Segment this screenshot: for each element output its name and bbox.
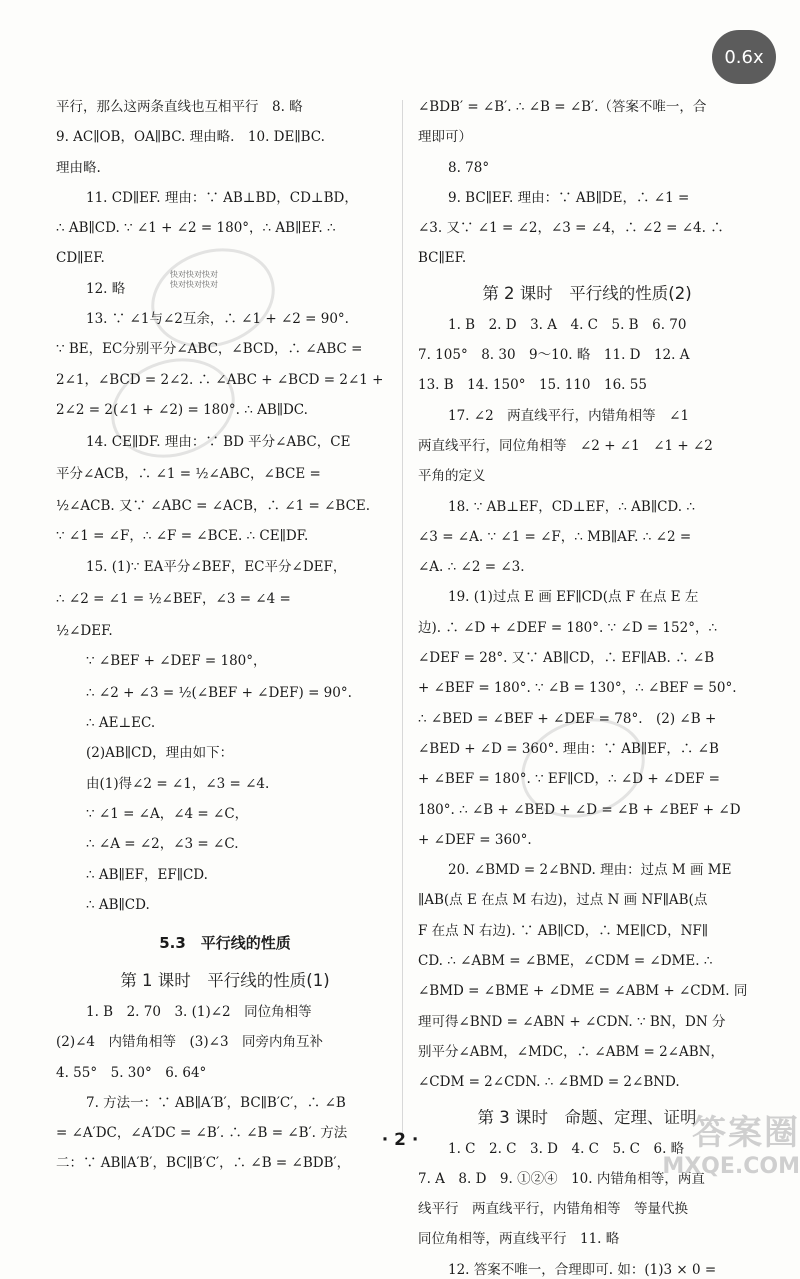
text-line: ∴ ∠2 = ∠1 = ½∠BEF，∠3 = ∠4 =: [56, 590, 291, 607]
text-line: ∠BMD = ∠BME + ∠DME = ∠ABM + ∠CDM. 同: [418, 983, 748, 1000]
text-line: = ∠A′DC，∠A′DC = ∠B′. ∴ ∠B = ∠B′. 方法: [56, 1125, 348, 1142]
stamp-label: 快对快对快对 快对快对快对: [170, 270, 218, 289]
text-line: 14. CE∥DF. 理由：∵ BD 平分∠ABC，CE: [86, 434, 351, 451]
text-line: ∴ ∠2 + ∠3 = ½(∠BEF + ∠DEF) = 90°.: [86, 685, 352, 702]
lesson-title: 第 2 课时 平行线的性质(2): [482, 283, 692, 303]
text-line: ∴ ∠A = ∠2，∠3 = ∠C.: [86, 836, 239, 853]
text-line: 4. 55° 5. 30° 6. 64°: [56, 1064, 207, 1081]
text-line: 11. CD∥EF. 理由：∵ AB⊥BD，CD⊥BD，: [86, 189, 358, 206]
text-line: ½∠DEF.: [56, 622, 113, 639]
watermark-logo: 答案圈: [692, 1113, 800, 1153]
text-line: 线平行 两直线平行，内错角相等 等量代换: [418, 1201, 688, 1218]
text-line: 7. A 8. D 9. ①②④ 10. 内错角相等，两直: [418, 1170, 705, 1187]
text-line: CD. ∴ ∠ABM = ∠BME，∠CDM = ∠DME. ∴: [418, 953, 713, 970]
text-line: + ∠DEF = 360°.: [418, 831, 532, 848]
left-column: [56, 98, 394, 1172]
text-line: ∵ ∠1 = ∠A，∠4 = ∠C，: [86, 806, 249, 823]
zoom-level-badge[interactable]: 0.6x: [712, 30, 776, 84]
text-line: 15. (1)∵ EA平分∠BEF，EC平分∠DEF，: [86, 558, 347, 575]
text-line: 18. ∵ AB⊥EF，CD⊥EF，∴ AB∥CD. ∴: [448, 498, 695, 515]
text-line: CD∥EF.: [56, 250, 105, 267]
text-line: 13. ∵ ∠1与∠2互余，∴ ∠1 + ∠2 = 90°.: [86, 311, 349, 328]
text-line: ∠3. 又∵ ∠1 = ∠2，∠3 = ∠4，∴ ∠2 = ∠4. ∴: [418, 220, 724, 237]
text-line: 平角的定义: [418, 468, 486, 485]
text-line: 理可得∠BND = ∠ABN + ∠CDN. ∵ BN，DN 分: [418, 1013, 726, 1030]
text-line: BC∥EF.: [418, 250, 467, 267]
text-line: 1. B 2. D 3. A 4. C 5. B 6. 70: [448, 316, 687, 333]
text-line: ∴ AE⊥EC.: [86, 715, 156, 732]
text-line: + ∠BEF = 180°. ∵ EF∥CD，∴ ∠D + ∠DEF =: [418, 771, 720, 788]
page-number: · 2 ·: [381, 1130, 419, 1150]
lesson-title: 第 1 课时 平行线的性质(1): [120, 970, 330, 990]
text-line: 别平分∠ABM，∠MDC，∴ ∠ABM = 2∠ABN，: [418, 1043, 724, 1060]
text-line: ∴ AB∥CD.: [86, 896, 150, 913]
watermark-url: MXQE.COM: [662, 1154, 800, 1179]
text-line: (2)AB∥CD，理由如下：: [86, 745, 234, 762]
text-line: F 在点 N 右边). ∵ AB∥CD，∴ ME∥CD，NF∥: [418, 922, 709, 939]
text-line: 边). ∴ ∠D + ∠DEF = 180°. ∵ ∠D = 152°，∴: [418, 619, 718, 636]
text-line: ∠3 = ∠A. ∵ ∠1 = ∠F，∴ MB∥AF. ∴ ∠2 =: [418, 528, 692, 545]
text-line: 由(1)得∠2 = ∠1，∠3 = ∠4.: [86, 775, 270, 792]
text-line: 13. B 14. 150° 15. 110 16. 55: [418, 377, 647, 394]
text-line: ∠DEF = 28°. 又∵ AB∥CD，∴ EF∥AB. ∴ ∠B: [418, 650, 715, 667]
text-line: ∠BED + ∠D = 360°. 理由：∵ AB∥EF，∴ ∠B: [418, 740, 719, 757]
text-line: ∠A. ∴ ∠2 = ∠3.: [418, 559, 525, 576]
text-line: 理即可）: [418, 129, 472, 146]
text-line: ∴ AB∥EF，EF∥CD.: [86, 866, 208, 883]
text-line: 理由略.: [56, 159, 101, 176]
text-line: 8. 78°: [448, 159, 490, 176]
text-line: 19. (1)过点 E 画 EF∥CD(点 F 在点 E 左: [448, 589, 699, 606]
text-line: ∵ ∠BEF + ∠DEF = 180°，: [86, 652, 267, 669]
text-line: 7. 方法一：∵ AB∥A′B′，BC∥B′C′，∴ ∠B: [86, 1094, 346, 1111]
text-line: ∠CDM = 2∠CDN. ∴ ∠BMD = 2∠BND.: [418, 1074, 680, 1091]
site-watermark: [600, 1105, 800, 1179]
text-line: 平分∠ACB，∴ ∠1 = ½∠ABC，∠BCE =: [56, 466, 321, 483]
text-line: 2∠2 = 2(∠1 + ∠2) = 180°. ∴ AB∥DC.: [56, 401, 308, 418]
text-line: 1. C 2. C 3. D 4. C 5. C 6. 略: [448, 1140, 685, 1157]
text-line: ∵ ∠1 = ∠F，∴ ∠F = ∠BCE. ∴ CE∥DF.: [56, 528, 309, 545]
text-line: ∴ AB∥CD. ∵ ∠1 + ∠2 = 180°，∴ AB∥EF. ∴: [56, 220, 336, 237]
text-line: 7. 105° 8. 30 9～10. 略 11. D 12. A: [418, 347, 690, 364]
text-line: 平行，那么这两条直线也互相平行 8. 略: [56, 99, 303, 115]
text-line: 二：∵ AB∥A′B′，BC∥B′C′，∴ ∠B = ∠BDB′，: [56, 1155, 351, 1172]
text-line: 同位角相等，两直线平行 11. 略: [418, 1231, 620, 1248]
text-line: 180°. ∴ ∠B + ∠BED + ∠D = ∠B + ∠BEF + ∠D: [418, 801, 741, 818]
text-line: 1. B 2. 70 3. (1)∠2 同位角相等: [86, 1003, 312, 1020]
text-line: + ∠BEF = 180°. ∵ ∠B = 130°，∴ ∠BEF = 50°.: [418, 680, 737, 697]
text-line: ∵ BE，EC分别平分∠ABC，∠BCD，∴ ∠ABC =: [56, 341, 363, 358]
text-line: 20. ∠BMD = 2∠BND. 理由：过点 M 画 ME: [448, 862, 732, 879]
section-title: 5.3 平行线的性质: [159, 933, 291, 952]
text-line: 12. 略: [86, 280, 126, 297]
text-line: 两直线平行，同位角相等 ∠2 + ∠1 ∠1 + ∠2: [418, 437, 713, 454]
text-line: ½∠ACB. 又∵ ∠ABC = ∠ACB，∴ ∠1 = ∠BCE.: [56, 498, 371, 515]
text-line: 9. AC∥OB，OA∥BC. 理由略. 10. DE∥BC.: [56, 129, 325, 146]
text-line: 17. ∠2 两直线平行，内错角相等 ∠1: [448, 407, 690, 424]
lesson-title: 第 3 课时 命题、定理、证明: [477, 1107, 697, 1127]
text-line: ∥AB(点 E 在点 M 右边)，过点 N 画 NF∥AB(点: [418, 892, 708, 909]
text-line: 12. 答案不唯一，合理即可. 如：(1)3 × 0 =: [448, 1261, 717, 1278]
text-line: (2)∠4 内错角相等 (3)∠3 同旁内角互补: [56, 1034, 324, 1051]
text-line: ∴ ∠BED = ∠BEF + ∠DEF = 78°. (2) ∠B +: [418, 710, 717, 727]
text-line: ∠BDB′ = ∠B′. ∴ ∠B = ∠B′.（答案不唯一，合: [418, 99, 707, 115]
text-line: 2∠1，∠BCD = 2∠2. ∴ ∠ABC + ∠BCD = 2∠1 +: [56, 371, 384, 388]
text-line: 9. BC∥EF. 理由：∵ AB∥DE，∴ ∠1 =: [448, 189, 690, 206]
